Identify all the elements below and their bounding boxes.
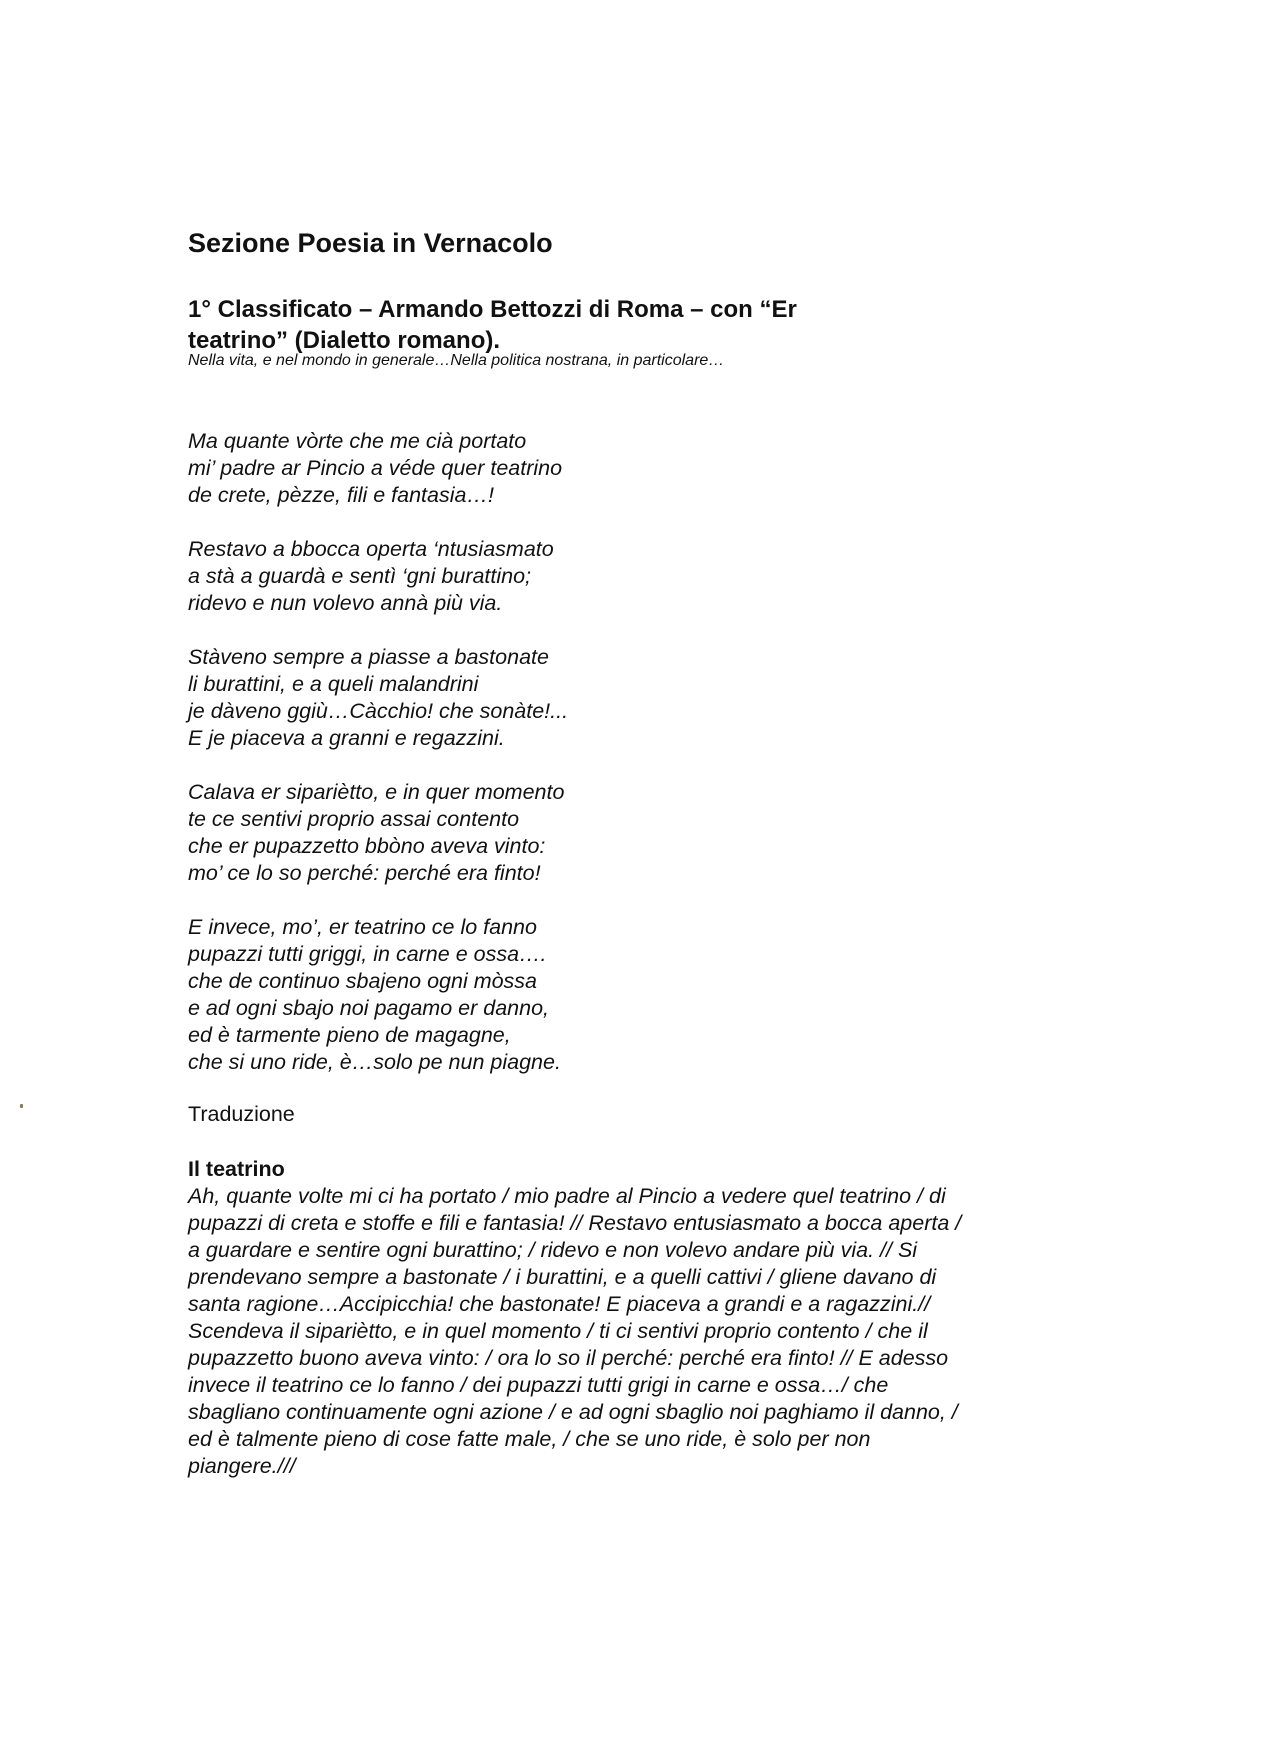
poem-line: a stà a guardà e sentì ‘gni burattino;: [188, 564, 532, 588]
translation-line: pupazzetto buono aveva vinto: / ora lo so il perché: perché era finto! // E adesso: [188, 1346, 949, 1370]
translation-line: piangere.///: [188, 1454, 296, 1478]
poem-line: E invece, mo’, er teatrino ce lo fanno: [188, 915, 537, 939]
poem-line: che de continuo sbajeno ogni mòssa: [188, 969, 538, 993]
poem-line: ridevo e nun volevo annà più via.: [188, 591, 503, 615]
poem-stanza: [188, 914, 568, 1076]
poem-line: ed è tarmente pieno de magagne,: [188, 1023, 511, 1047]
poem-line: Stàveno sempre a piasse a bastonate: [188, 645, 549, 669]
translation-line: invece il teatrino ce lo fanno / dei pupazzi tutti grigi in carne e ossa…/ che: [188, 1373, 889, 1397]
translation-body: [188, 1183, 961, 1480]
translation-line: ed è talmente pieno di cose fatte male, / che se uno ride, è solo per non: [188, 1427, 871, 1451]
poem-line: de crete, pèzze, fili e fantasia…!: [188, 483, 494, 507]
translation-label: Traduzione: [188, 1102, 295, 1126]
award-heading: [188, 294, 888, 356]
translation-line: pupazzi di creta e stoffe e fili e fantasia! // Restavo entusiasmato a bocca aperta /: [188, 1211, 962, 1235]
poem-line: mi’ padre ar Pincio a véde quer teatrino: [188, 456, 563, 480]
poem-line: Calava er sipariètto, e in quer momento: [188, 780, 565, 804]
translation-line: a guardare e sentire ogni burattino; / ridevo e non volevo andare più via. // Si: [188, 1238, 918, 1262]
award-line-2: teatrino” (Dialetto romano).: [188, 327, 501, 354]
scan-speck: [20, 1104, 23, 1108]
poem-body: [188, 428, 568, 1103]
poem-line: che er pupazzetto bbòno aveva vinto:: [188, 834, 546, 858]
poem-stanza: [188, 428, 568, 509]
poem-line: E je piaceva a granni e regazzini.: [188, 726, 505, 750]
translation-line: prendevano sempre a bastonate / i burattini, e a quelli cattivi / gliene davano di: [188, 1265, 937, 1289]
poem-line: che si uno ride, è…solo pe nun piagne.: [188, 1050, 561, 1074]
poem-stanza: [188, 536, 568, 617]
poem-line: je dàveno ggiù…Càcchio! che sonàte!...: [188, 699, 569, 723]
poem-stanza: [188, 779, 568, 887]
translation-line: Ah, quante volte mi ci ha portato / mio padre al Pincio a vedere quel teatrino / di: [188, 1184, 946, 1208]
poem-line: mo’ ce lo so perché: perché era finto!: [188, 861, 541, 885]
poem-line: li burattini, e a queli malandrini: [188, 672, 479, 696]
translation-title: Il teatrino: [188, 1157, 285, 1181]
poem-stanza: [188, 644, 568, 752]
poem-line: Ma quante vòrte che me cià portato: [188, 429, 527, 453]
poem-epigraph: Nella vita, e nel mondo in generale…Nella politica nostrana, in particolare…: [188, 352, 725, 369]
poem-line: pupazzi tutti griggi, in carne e ossa….: [188, 942, 547, 966]
poem-line: te ce sentivi proprio assai contento: [188, 807, 520, 831]
translation-line: sbagliano continuamente ogni azione / e ad ogni sbaglio noi paghiamo il danno, /: [188, 1400, 958, 1424]
award-line-1: 1° Classificato – Armando Bettozzi di Roma – con “Er: [188, 296, 797, 323]
section-title: Sezione Poesia in Vernacolo: [188, 228, 553, 258]
poem-line: e ad ogni sbajo noi pagamo er danno,: [188, 996, 549, 1020]
translation-line: Scendeva il sipariètto, e in quel momento / ti ci sentivi proprio contento / che il: [188, 1319, 928, 1343]
poem-line: Restavo a bbocca operta ‘ntusiasmato: [188, 537, 554, 561]
translation-line: santa ragione…Accipicchia! che bastonate! E piaceva a grandi e a ragazzini.//: [188, 1292, 931, 1316]
